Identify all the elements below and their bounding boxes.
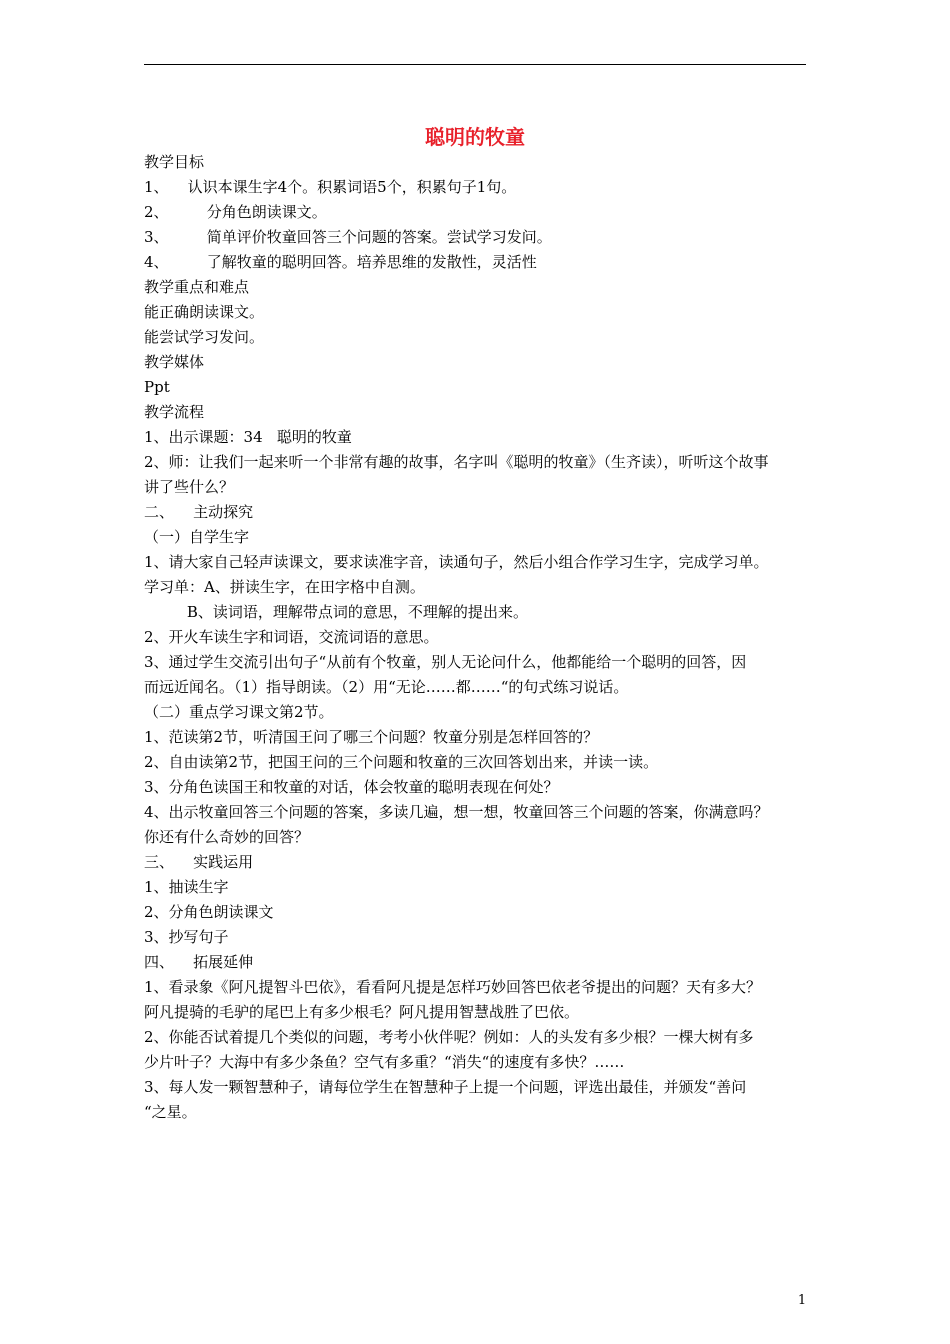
body-line: 4、出示牧童回答三个问题的答案，多读几遍，想一想，牧童回答三个问题的答案，你满意吗？ bbox=[144, 803, 769, 821]
body-line: 教学流程 bbox=[144, 403, 205, 421]
body-line: 1、抽读生字 bbox=[144, 878, 229, 896]
body-line: 讲了些什么？ bbox=[144, 478, 235, 496]
body-line: 你还有什么奇妙的回答？ bbox=[144, 828, 310, 846]
body-line: 3、通过学生交流引出句子“从前有个牧童，别人无论问什么，他都能给一个聪明的回答，因 bbox=[144, 653, 747, 671]
body-line: 2、开火车读生字和词语，交流词语的意思。 bbox=[144, 628, 439, 646]
body-line: （一）自学生字 bbox=[144, 528, 250, 546]
body-line: 2、 分角色朗读课文。 bbox=[144, 203, 327, 221]
body-line: 1、范读第2节，听清国王问了哪三个问题？牧童分别是怎样回答的？ bbox=[144, 728, 599, 746]
body-line: 教学重点和难点 bbox=[144, 278, 250, 296]
page-number: 1 bbox=[797, 1293, 807, 1308]
document-body bbox=[144, 150, 816, 1125]
body-line: 教学目标 bbox=[144, 153, 205, 171]
body-line: 2、分角色朗读课文 bbox=[144, 903, 274, 921]
body-line: 2、你能否试着提几个类似的问题，考考小伙伴呢？例如：人的头发有多少根？一棵大树有多 bbox=[144, 1028, 754, 1046]
body-line: 1、出示课题：34 聪明的牧童 bbox=[144, 428, 352, 446]
body-line: 而远近闻名。（1）指导朗读。（2）用“无论……都……“的句式练习说话。 bbox=[144, 678, 629, 696]
body-line: 2、自由读第2节，把国王问的三个问题和牧童的三次回答划出来，并读一读。 bbox=[144, 753, 659, 771]
body-line: 3、抄写句子 bbox=[144, 928, 229, 946]
body-line: 三、 实践运用 bbox=[144, 853, 254, 871]
body-line: 教学媒体 bbox=[144, 353, 205, 371]
body-line: 能尝试学习发问。 bbox=[144, 328, 265, 346]
body-line: 2、师：让我们一起来听一个非常有趣的故事，名字叫《聪明的牧童》（生齐读），听听这个故事 bbox=[144, 453, 769, 471]
body-line: 3、分角色读国王和牧童的对话，体会牧童的聪明表现在何处？ bbox=[144, 778, 559, 796]
body-line: 1、 认识本课生字4个。积累词语5个，积累句子1句。 bbox=[144, 178, 517, 196]
body-line: 3、每人发一颗智慧种子，请每位学生在智慧种子上提一个问题，评选出最佳，并颁发“善问 bbox=[144, 1078, 747, 1096]
body-line: （二）重点学习课文第2节。 bbox=[144, 703, 334, 721]
body-line: 少片叶子？大海中有多少条鱼？空气有多重？“消失“的速度有多快？…… bbox=[144, 1053, 625, 1071]
body-line: 学习单：A、拼读生字，在田字格中自测。 bbox=[144, 578, 425, 596]
body-line: 4、 了解牧童的聪明回答。培养思维的发散性，灵活性 bbox=[144, 253, 537, 271]
body-line: 四、 拓展延伸 bbox=[144, 953, 254, 971]
body-line: 能正确朗读课文。 bbox=[144, 303, 265, 321]
body-line: 3、 简单评价牧童回答三个问题的答案。尝试学习发问。 bbox=[144, 228, 552, 246]
body-line: 二、 主动探究 bbox=[144, 503, 254, 521]
body-line: “之星。 bbox=[144, 1103, 197, 1121]
body-line: B、读词语，理解带点词的意思，不理解的提出来。 bbox=[144, 603, 528, 621]
body-line: 阿凡提骑的毛驴的尾巴上有多少根毛？阿凡提用智慧战胜了巴依。 bbox=[144, 1003, 580, 1021]
document-title: 聪明的牧童 bbox=[425, 125, 525, 149]
header-rule bbox=[144, 64, 806, 65]
body-line: Ppt bbox=[144, 378, 170, 396]
body-line: 1、请大家自己轻声读课文，要求读准字音，读通句子，然后小组合作学习生字，完成学习单。 bbox=[144, 553, 769, 571]
body-line: 1、看录象《阿凡提智斗巴依》，看看阿凡提是怎样巧妙回答巴依老爷提出的问题？天有多大？ bbox=[144, 978, 762, 996]
